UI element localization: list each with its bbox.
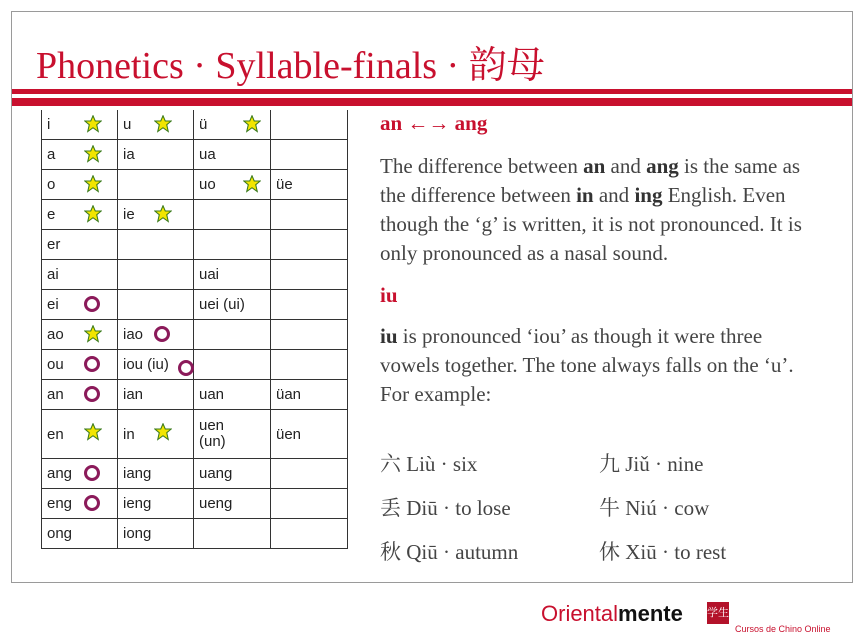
example-item: 秋 Qiū · autumn bbox=[380, 540, 519, 564]
final-label: eng bbox=[47, 495, 73, 512]
final-label: ieng bbox=[123, 495, 152, 512]
table-cell bbox=[118, 489, 194, 519]
circle-icon bbox=[84, 356, 100, 372]
table-cell bbox=[42, 350, 118, 380]
final-label: ueng bbox=[199, 495, 233, 512]
table-cell bbox=[194, 260, 271, 290]
final-label: en bbox=[47, 425, 64, 443]
table-row bbox=[42, 320, 348, 350]
example-item: 牛 Niú · cow bbox=[599, 496, 710, 520]
table-cell bbox=[42, 230, 118, 260]
final-label: in bbox=[123, 425, 135, 443]
table-row bbox=[42, 519, 348, 549]
final-label: a bbox=[47, 146, 56, 163]
star-icon bbox=[154, 115, 172, 133]
final-label: ai bbox=[47, 266, 59, 283]
table-cell bbox=[194, 380, 271, 410]
table-cell bbox=[194, 459, 271, 489]
table-cell bbox=[42, 459, 118, 489]
table-cell bbox=[118, 380, 194, 410]
final-label: üe bbox=[276, 176, 293, 193]
final-label: ang bbox=[47, 465, 73, 482]
slide-title: Phonetics · Syllable-finals · 韵母 bbox=[36, 45, 545, 87]
final-label: e bbox=[47, 206, 56, 223]
table-cell bbox=[271, 140, 348, 170]
table-cell bbox=[271, 110, 348, 140]
final-label: i bbox=[47, 116, 51, 133]
example-item: 六 Liù · six bbox=[380, 452, 478, 476]
final-label: ao bbox=[47, 326, 64, 343]
final-label: üan bbox=[276, 386, 302, 403]
circle-icon bbox=[84, 495, 100, 511]
final-label: ou bbox=[47, 356, 64, 373]
table-cell bbox=[42, 260, 118, 290]
table-cell bbox=[194, 519, 271, 549]
final-label: iang bbox=[123, 465, 152, 482]
table-cell bbox=[118, 350, 194, 380]
final-label: ua bbox=[199, 146, 216, 163]
table-cell bbox=[118, 290, 194, 320]
table-cell bbox=[194, 110, 271, 140]
table-cell bbox=[118, 519, 194, 549]
table-cell bbox=[194, 230, 271, 260]
title-divider-thin bbox=[12, 89, 852, 94]
table-cell bbox=[194, 489, 271, 519]
brand-logo: Orientalmente bbox=[541, 601, 683, 626]
table-cell bbox=[118, 230, 194, 260]
brand-tagline: Cursos de Chino Online bbox=[735, 624, 831, 634]
star-icon bbox=[243, 175, 261, 193]
table-cell bbox=[271, 320, 348, 350]
table-row bbox=[42, 140, 348, 170]
table-cell bbox=[118, 110, 194, 140]
table-cell bbox=[42, 290, 118, 320]
table-cell bbox=[42, 489, 118, 519]
star-icon bbox=[84, 205, 102, 223]
final-label: u bbox=[123, 116, 132, 133]
star-icon bbox=[84, 423, 102, 441]
example-item: 九 Jiǔ · nine bbox=[599, 452, 704, 476]
table-cell bbox=[271, 519, 348, 549]
table-row bbox=[42, 410, 348, 459]
star-icon bbox=[154, 205, 172, 223]
table-cell bbox=[118, 260, 194, 290]
table-row bbox=[42, 350, 348, 380]
final-label: uei (ui) bbox=[199, 296, 245, 313]
final-label: ong bbox=[47, 525, 73, 542]
final-label: iou (iu) bbox=[123, 356, 169, 373]
table-row bbox=[42, 260, 348, 290]
circle-icon bbox=[84, 465, 100, 481]
table-cell bbox=[271, 380, 348, 410]
table-cell bbox=[271, 200, 348, 230]
table-cell bbox=[194, 200, 271, 230]
table-row bbox=[42, 489, 348, 519]
table-cell bbox=[118, 140, 194, 170]
example-item: 休 Xiū · to rest bbox=[599, 540, 727, 564]
seal-icon: 学生 bbox=[707, 602, 729, 624]
circle-icon bbox=[154, 326, 170, 342]
table-cell bbox=[271, 350, 348, 380]
table-cell bbox=[194, 140, 271, 170]
table-row bbox=[42, 459, 348, 489]
table-cell bbox=[118, 410, 194, 459]
an-ang-paragraph: The difference between an and ang is the same as the difference between in and ing English. Even though the ‘g’ is written, it is not pronounced. It is only pronounced as a nasal sound. bbox=[380, 154, 802, 265]
table-cell bbox=[271, 170, 348, 200]
finals-table bbox=[41, 110, 348, 549]
table-cell bbox=[42, 200, 118, 230]
star-icon bbox=[243, 115, 261, 133]
table-cell bbox=[194, 170, 271, 200]
explanation-panel bbox=[380, 110, 820, 409]
title-divider-thick bbox=[12, 98, 852, 106]
table-cell bbox=[118, 459, 194, 489]
final-label: uen (un) bbox=[199, 417, 226, 450]
final-label: uang bbox=[199, 465, 233, 482]
star-icon bbox=[154, 423, 172, 441]
star-icon bbox=[84, 145, 102, 163]
table-cell bbox=[118, 200, 194, 230]
table-cell bbox=[271, 230, 348, 260]
table-cell bbox=[271, 489, 348, 519]
iu-heading: iu bbox=[380, 283, 398, 307]
final-label: an bbox=[47, 386, 64, 403]
table-cell bbox=[42, 170, 118, 200]
table-cell bbox=[42, 380, 118, 410]
table-cell bbox=[42, 519, 118, 549]
table-cell bbox=[194, 290, 271, 320]
iu-paragraph: iu is pronounced ‘iou’ as though it were three vowels together. The tone always falls on the ‘u’. For example: bbox=[380, 324, 794, 406]
table-cell bbox=[118, 320, 194, 350]
circle-icon bbox=[84, 296, 100, 312]
final-label: iong bbox=[123, 525, 152, 542]
table-cell bbox=[42, 410, 118, 459]
table-cell bbox=[271, 290, 348, 320]
table-cell bbox=[42, 140, 118, 170]
an-ang-heading: an ←→ ang bbox=[380, 111, 488, 135]
final-label: ia bbox=[123, 146, 135, 163]
table-row bbox=[42, 200, 348, 230]
final-label: iao bbox=[123, 326, 144, 343]
table-cell bbox=[271, 410, 348, 459]
final-label: ian bbox=[123, 386, 144, 403]
final-label: ü bbox=[199, 116, 208, 133]
table-row bbox=[42, 170, 348, 200]
star-icon bbox=[84, 175, 102, 193]
star-icon bbox=[84, 115, 102, 133]
table-cell bbox=[42, 320, 118, 350]
table-cell bbox=[271, 260, 348, 290]
table-row bbox=[42, 290, 348, 320]
table-row bbox=[42, 380, 348, 410]
example-item: 丢 Diū · to lose bbox=[380, 496, 511, 520]
table-cell bbox=[42, 110, 118, 140]
circle-icon bbox=[178, 360, 194, 376]
table-row bbox=[42, 230, 348, 260]
final-label: er bbox=[47, 236, 61, 253]
final-label: o bbox=[47, 176, 56, 193]
final-label: uan bbox=[199, 386, 225, 403]
final-label: uo bbox=[199, 176, 216, 193]
final-label: üen bbox=[276, 425, 302, 443]
star-icon bbox=[84, 325, 102, 343]
table-cell bbox=[194, 350, 271, 380]
circle-icon bbox=[84, 386, 100, 402]
final-label: ei bbox=[47, 296, 59, 313]
table-cell bbox=[194, 410, 271, 459]
final-label: ie bbox=[123, 206, 135, 223]
table-cell bbox=[194, 320, 271, 350]
table-row bbox=[42, 110, 348, 140]
table-cell bbox=[118, 170, 194, 200]
table-cell bbox=[271, 459, 348, 489]
final-label: uai bbox=[199, 266, 220, 283]
